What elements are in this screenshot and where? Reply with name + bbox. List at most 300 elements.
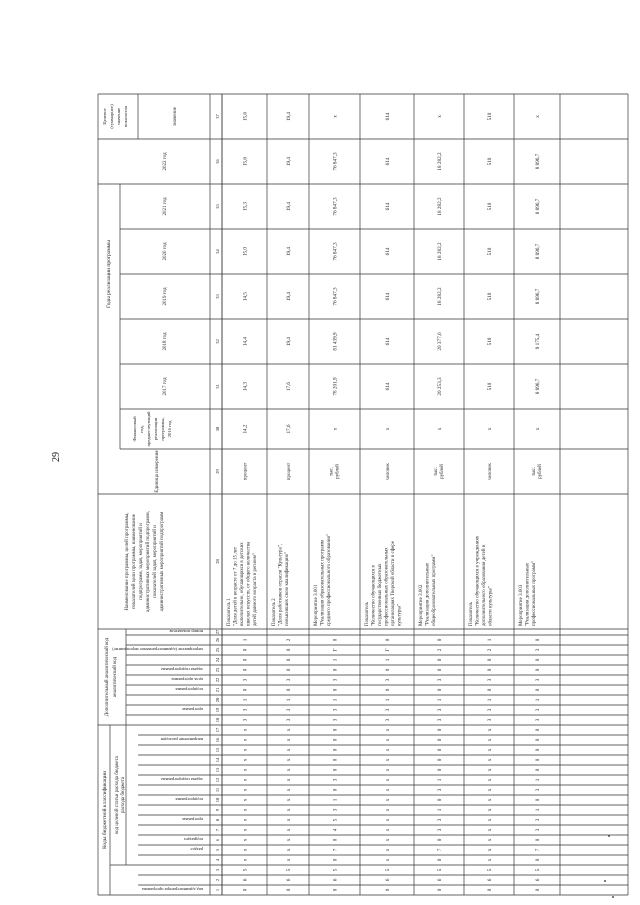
- row-fin: x: [487, 427, 493, 431]
- code-cell: x: [242, 768, 249, 772]
- header-vertical-label: задача подпрограммы: [161, 667, 203, 672]
- code-cell: 0: [332, 668, 339, 672]
- row-value: 18 282,2: [437, 242, 443, 261]
- column-number: 16: [215, 737, 220, 743]
- scan-speck: [612, 896, 614, 898]
- code-cell: 1: [242, 638, 249, 642]
- code-cell: x: [242, 798, 249, 802]
- code-cell: 1: [332, 798, 339, 802]
- row-name: "Доля детей в возрасте от 7 до 15 лет: [233, 546, 239, 626]
- code-cell: x: [385, 748, 391, 752]
- code-cell: x: [242, 858, 249, 862]
- code-cell: 1: [286, 698, 292, 702]
- header-fin: предшествующий: [146, 411, 151, 447]
- code-cell: 0: [242, 658, 249, 662]
- row-target: x: [535, 115, 541, 118]
- column-number: 13: [215, 767, 220, 773]
- code-cell: 0: [437, 748, 443, 752]
- code-cell: 7: [535, 848, 541, 852]
- code-cell: x: [385, 798, 391, 802]
- row-name: Мероприятие 3.003: [519, 584, 524, 626]
- code-cell: 0: [332, 768, 339, 772]
- row-value: 8 896,7: [535, 378, 541, 395]
- code-cell: 3: [286, 718, 292, 722]
- row-name: Показатель 2: [272, 598, 277, 626]
- code-cell: x: [242, 818, 249, 822]
- column-number: 36: [215, 159, 220, 164]
- code-cell: Г: [385, 648, 391, 652]
- code-cell: 0: [535, 738, 541, 742]
- code-cell: 0: [437, 638, 443, 642]
- code-cell: 0: [535, 638, 541, 642]
- code-cell: 0: [535, 858, 541, 862]
- column-number: 3: [215, 868, 220, 872]
- code-cell: x: [242, 738, 249, 742]
- column-number: 22: [215, 677, 220, 683]
- code-cell: 3: [332, 808, 339, 812]
- code-cell: 0: [332, 788, 339, 792]
- code-cell: 0: [487, 688, 493, 692]
- code-cell: x: [242, 728, 249, 732]
- code-cell: 1: [242, 698, 249, 702]
- header-name: подпрограмм, задач, мероприятий и: [139, 523, 144, 600]
- row-name: Показатель: [469, 602, 474, 626]
- row-fin: x: [385, 427, 391, 431]
- column-number: 37: [215, 114, 220, 119]
- code-cell: 5: [385, 868, 391, 872]
- code-cell: 0: [332, 748, 339, 752]
- column-number: 32: [215, 339, 220, 344]
- code-cell: 0: [437, 728, 443, 732]
- code-cell: x: [487, 828, 493, 832]
- header-years: Годы реализации программы: [106, 240, 112, 308]
- row-value: 18 282,2: [437, 152, 443, 171]
- code-cell: 0: [437, 668, 443, 672]
- column-number: 28: [215, 559, 220, 564]
- row-name: Показатель: [365, 602, 370, 626]
- code-cell: 0: [332, 728, 339, 732]
- code-cell: 3: [437, 828, 443, 832]
- code-cell: 3: [332, 708, 339, 712]
- code-cell: 3: [535, 718, 541, 722]
- code-cell: 0: [286, 688, 292, 692]
- code-cell: 0: [286, 668, 292, 672]
- column-number: 31: [215, 384, 220, 389]
- row-fin: x: [535, 427, 541, 431]
- row-name: культуры": [397, 604, 403, 626]
- page-number: 29: [51, 452, 62, 462]
- column-number: 24: [215, 657, 220, 663]
- row-value: 81 439,9: [332, 332, 339, 351]
- code-cell: x: [286, 808, 292, 812]
- header-target: значение: [116, 107, 121, 126]
- column-number: 9: [215, 808, 220, 812]
- code-cell: 3: [437, 788, 443, 792]
- code-cell: 6: [437, 878, 443, 882]
- column-number: 35: [215, 204, 220, 209]
- code-cell: x: [242, 748, 249, 752]
- row-value: 15,3: [242, 201, 249, 212]
- header-vertical-label: код администратора программы: [141, 887, 203, 892]
- code-cell: x: [385, 728, 391, 732]
- code-cell: 1: [487, 698, 493, 702]
- row-unit: процент: [243, 462, 249, 481]
- code-cell: x: [487, 778, 493, 782]
- code-cell: 0: [437, 658, 443, 662]
- row-value: 18 282,2: [437, 287, 443, 306]
- code-cell: 6: [242, 878, 249, 882]
- code-cell: 3: [437, 708, 443, 712]
- row-value: 14,4: [242, 336, 249, 347]
- code-cell: 6: [332, 878, 339, 882]
- code-cell: 0: [487, 668, 493, 672]
- code-cell: 0: [535, 728, 541, 732]
- scan-speck: [604, 880, 606, 882]
- code-cell: 4: [332, 828, 339, 832]
- code-cell: 0: [332, 638, 339, 642]
- code-cell: 0: [286, 658, 292, 662]
- row-target: 510: [487, 112, 493, 121]
- row-unit: рублей: [538, 464, 543, 479]
- row-value: 17,6: [286, 381, 292, 392]
- code-cell: x: [286, 778, 292, 782]
- code-cell: 0: [385, 668, 391, 672]
- column-number: 21: [215, 687, 220, 693]
- row-value: 510: [487, 157, 493, 166]
- row-value: 20 377,6: [437, 332, 443, 351]
- row-value: 614: [385, 292, 391, 301]
- code-cell: 0: [332, 738, 339, 742]
- row-name: повысивших свою квалификацию": [285, 551, 290, 626]
- code-cell: 6: [385, 878, 391, 882]
- row-unit: процент: [287, 462, 292, 481]
- row-fin: x: [437, 427, 443, 431]
- row-name: профессиональных программ": [532, 560, 537, 626]
- row-target: 15,6: [242, 111, 249, 122]
- code-cell: 0: [385, 888, 391, 892]
- column-number: 6: [215, 838, 220, 842]
- row-name: "Количество обучающихся в: [371, 565, 377, 626]
- code-cell: 3: [535, 708, 541, 712]
- code-cell: x: [487, 758, 493, 762]
- row-value: 8 896,7: [535, 243, 541, 260]
- row-name: Показатель 1: [227, 598, 232, 626]
- header-name: Наименование программы, целей программы,: [125, 512, 130, 611]
- row-value: 76 847,3: [332, 287, 339, 306]
- code-cell: 1: [535, 698, 541, 702]
- code-cell: 0: [535, 838, 541, 842]
- code-cell: 0: [437, 858, 443, 862]
- row-name: государственных бюджетных: [378, 563, 383, 626]
- code-cell: x: [487, 858, 493, 862]
- column-number: 19: [215, 707, 220, 713]
- code-cell: 0: [535, 668, 541, 672]
- row-value: 510: [487, 292, 493, 301]
- code-cell: 0: [385, 688, 391, 692]
- code-cell: 0: [487, 658, 493, 662]
- column-number: 26: [215, 637, 220, 643]
- code-cell: 0: [332, 838, 339, 842]
- code-cell: x: [385, 788, 391, 792]
- code-cell: 0: [437, 758, 443, 762]
- code-cell: x: [487, 838, 493, 842]
- code-cell: x: [286, 728, 292, 732]
- row-unit: тыс.: [329, 466, 335, 477]
- header-y2022: 2022 год: [163, 152, 168, 171]
- code-cell: 5: [332, 868, 339, 872]
- row-name: включительно, обучающихся в детских: [240, 542, 245, 626]
- row-value: 19,4: [286, 336, 292, 347]
- code-cell: 3: [437, 678, 443, 682]
- code-cell: 0: [437, 798, 443, 802]
- column-number: 4: [215, 858, 220, 862]
- code-cell: 0: [535, 768, 541, 772]
- code-cell: 1: [437, 808, 443, 812]
- row-fin: 14,2: [242, 424, 249, 434]
- header-vertical-label: программа: [182, 817, 203, 822]
- code-cell: 2: [286, 638, 292, 642]
- code-cell: 6: [286, 878, 292, 882]
- code-cell: x: [487, 818, 493, 822]
- header-vertical-label: программа: [182, 707, 203, 712]
- code-cell: 1: [385, 698, 391, 702]
- header-vertical-label: подраздел: [183, 837, 203, 842]
- header-vertical-label: направление расходов: [160, 737, 203, 742]
- code-cell: x: [286, 818, 292, 822]
- column-number: 15: [215, 747, 220, 753]
- code-cell: x: [286, 738, 292, 742]
- code-cell: x: [385, 738, 391, 742]
- code-cell: 7: [437, 848, 443, 852]
- row-value: 76 847,3: [332, 152, 339, 171]
- code-cell: 0: [487, 888, 493, 892]
- code-cell: x: [385, 808, 391, 812]
- row-fin: 17,6: [286, 424, 292, 434]
- header-name: административных мероприятий подпрограмм,: [146, 511, 151, 612]
- column-number: 7: [215, 828, 220, 832]
- row-value: 614: [385, 157, 391, 166]
- code-cell: x: [385, 838, 391, 842]
- code-cell: 0: [437, 838, 443, 842]
- code-cell: 6: [535, 878, 541, 882]
- header-vertical-label: подпрограмма: [175, 687, 203, 692]
- code-cell: 1: [535, 778, 541, 782]
- row-value: 19,4: [286, 246, 292, 257]
- row-unit: человек: [488, 463, 493, 480]
- code-cell: 3: [242, 708, 249, 712]
- row-target: 19,4: [286, 111, 292, 122]
- row-value: 510: [487, 337, 493, 346]
- column-number: 18: [215, 717, 220, 723]
- code-cell: 3: [242, 678, 249, 682]
- code-cell: 3: [437, 818, 443, 822]
- row-name: среднего профессионального образования": [327, 534, 332, 626]
- header-vertical-label: цель программы: [171, 677, 203, 682]
- header-kbk-sub: код целевой статьи расхода бюджета: [115, 756, 120, 834]
- row-value: 15,0: [242, 246, 249, 257]
- code-cell: 1: [332, 698, 339, 702]
- row-name: организациях Тверской области в сфере: [391, 541, 396, 626]
- row-value: 14,5: [242, 291, 249, 302]
- column-number: 17: [215, 727, 220, 733]
- row-name: профессиональных образовательных: [384, 547, 390, 626]
- code-cell: x: [286, 838, 292, 842]
- column-number: 5: [215, 848, 220, 852]
- column-number: 27: [215, 629, 220, 635]
- row-name: детей данного возраста в регионе": [253, 552, 258, 626]
- header-y2019: 2019 год: [163, 287, 168, 306]
- header-target-sub: значение: [173, 107, 178, 126]
- header-name: показателей задач, мероприятий и: [153, 525, 158, 598]
- row-value: 8 896,7: [535, 153, 541, 170]
- code-cell: 5: [332, 818, 339, 822]
- row-value: 76 847,3: [332, 197, 339, 216]
- code-cell: x: [487, 808, 493, 812]
- row-name: Мероприятие 3.001: [314, 584, 319, 626]
- row-value: 510: [487, 202, 493, 211]
- column-number: 33: [215, 294, 220, 299]
- column-number: 1: [215, 888, 220, 892]
- code-cell: 6: [487, 878, 493, 882]
- code-cell: x: [487, 738, 493, 742]
- code-cell: 3: [385, 708, 391, 712]
- code-cell: 1: [385, 658, 391, 662]
- code-cell: 0: [535, 888, 541, 892]
- code-cell: x: [242, 848, 249, 852]
- header-fin: год,: [139, 425, 144, 433]
- header-vertical-label: номер показателя: [169, 629, 203, 634]
- code-cell: 0: [437, 738, 443, 742]
- code-cell: 5: [535, 868, 541, 872]
- header-target: (суммарное): [109, 104, 114, 129]
- row-target: x: [332, 115, 339, 118]
- header-kbk-sub2: расхода бюджета: [121, 776, 126, 814]
- code-cell: x: [286, 768, 292, 772]
- row-value: 510: [487, 247, 493, 256]
- code-cell: 0: [332, 688, 339, 692]
- row-value: 15,6: [242, 156, 249, 167]
- code-cell: 0: [437, 888, 443, 892]
- code-cell: 7: [332, 848, 339, 852]
- row-value: 9 175,4: [535, 333, 541, 350]
- row-value: 8 896,7: [535, 288, 541, 305]
- code-cell: 0: [535, 658, 541, 662]
- code-cell: 1: [437, 698, 443, 702]
- code-cell: Г: [332, 648, 339, 652]
- code-cell: 0: [535, 758, 541, 762]
- code-cell: 3: [437, 718, 443, 722]
- column-number: 34: [215, 249, 220, 254]
- row-name: "Доля работников отрасли "Культура",: [278, 544, 284, 626]
- code-cell: x: [286, 858, 292, 862]
- row-value: 8 896,7: [535, 198, 541, 215]
- row-name: "Количество обучающихся в учреждениях: [475, 535, 481, 626]
- header-target: показателя: [123, 105, 128, 128]
- code-cell: x: [487, 728, 493, 732]
- column-number: 10: [215, 797, 220, 803]
- code-cell: x: [242, 828, 249, 832]
- column-number: 29: [215, 469, 220, 474]
- header-vertical-label: раздел: [190, 847, 203, 852]
- row-unit: тыс.: [434, 466, 439, 477]
- code-cell: 3: [385, 678, 391, 682]
- column-number: 25: [215, 647, 220, 653]
- row-value: 18 282,2: [437, 197, 443, 216]
- code-cell: x: [487, 848, 493, 852]
- row-unit: рублей: [440, 464, 445, 479]
- code-cell: x: [385, 758, 391, 762]
- code-cell: x: [242, 808, 249, 812]
- code-cell: 0: [437, 768, 443, 772]
- row-name: Мероприятие 3.002: [419, 584, 424, 626]
- header-unit: Единица измерения: [155, 450, 160, 493]
- code-cell: 1: [332, 658, 339, 662]
- code-cell: 0: [535, 688, 541, 692]
- column-number: 12: [215, 777, 220, 783]
- header-name: показателей цели программы, наименование: [132, 513, 137, 610]
- code-cell: 3: [535, 648, 541, 652]
- code-cell: 2: [437, 648, 443, 652]
- header-target: Целевое: [102, 108, 107, 125]
- code-cell: 0: [242, 888, 249, 892]
- row-value: 19,4: [286, 201, 292, 212]
- code-cell: 0: [385, 638, 391, 642]
- code-cell: 0: [332, 858, 339, 862]
- code-cell: x: [286, 788, 292, 792]
- column-number: 2: [215, 878, 220, 882]
- header-fin: 2016 год: [167, 420, 172, 438]
- header-fin: программы,: [160, 417, 165, 441]
- row-name: "Реализация дополнительных: [525, 562, 531, 626]
- code-cell: x: [286, 848, 292, 852]
- row-value: 614: [385, 202, 391, 211]
- code-cell: 3: [385, 718, 391, 722]
- code-cell: 5: [487, 868, 493, 872]
- code-cell: 0: [332, 888, 339, 892]
- row-value: 20 253,3: [437, 377, 443, 396]
- row-value: 510: [487, 382, 493, 391]
- code-cell: 3: [332, 718, 339, 722]
- row-value: 614: [385, 247, 391, 256]
- row-name: области культуры": [488, 586, 494, 626]
- column-number: 30: [215, 426, 220, 432]
- header-y2021: 2021 год: [163, 197, 168, 216]
- code-cell: 3: [286, 678, 292, 682]
- header-dop-kod2: аналитический код: [113, 656, 118, 698]
- code-cell: x: [242, 778, 249, 782]
- row-target: x: [437, 115, 443, 118]
- column-number: 11: [215, 787, 220, 793]
- code-cell: 0: [242, 668, 249, 672]
- code-cell: x: [487, 798, 493, 802]
- code-cell: 3: [286, 708, 292, 712]
- code-cell: 3: [535, 678, 541, 682]
- code-cell: 5: [437, 868, 443, 872]
- header-vertical-label: подпрограмма: [175, 797, 203, 802]
- code-cell: x: [286, 748, 292, 752]
- row-value: 78 201,9: [332, 377, 339, 396]
- code-cell: x: [242, 788, 249, 792]
- row-value: 19,4: [286, 291, 292, 302]
- header-y2020: 2020 год: [163, 242, 168, 261]
- row-name: "Реализация образовательных программ: [320, 540, 326, 626]
- code-cell: x: [487, 748, 493, 752]
- code-cell: 3: [487, 708, 493, 712]
- row-name: "Реализация дополнительных: [425, 562, 431, 626]
- code-cell: 5: [286, 868, 292, 872]
- code-cell: 0: [286, 888, 292, 892]
- row-name: школах искусств, от общего количества: [246, 541, 252, 626]
